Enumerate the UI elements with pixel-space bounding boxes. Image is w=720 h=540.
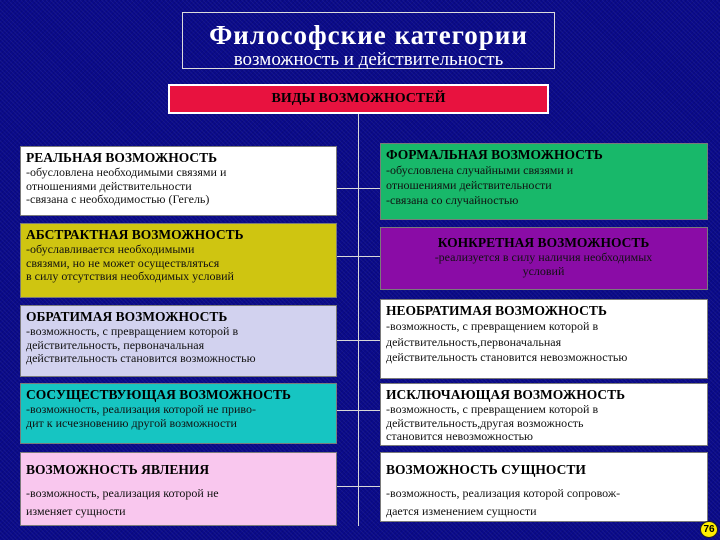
abstract-possibility-desc: -обуславливается необходимыми связями, но не может осуществляться в силу отсутствия необходимых условий bbox=[26, 242, 234, 283]
irreversible-possibility-desc: -возможность, с превращением которой в действительность,первоначальная действительность становится невозможностью bbox=[386, 319, 628, 364]
reversible-possibility-box bbox=[20, 305, 337, 377]
abstract-possibility-box bbox=[20, 223, 337, 298]
essence-possibility-title: ВОЗМОЖНОСТЬ СУЩНОСТИ bbox=[386, 462, 586, 477]
coexisting-possibility-desc: -возможность, реализация которой не приво- дит к исчезновению другой возможности bbox=[26, 402, 256, 430]
types-header: ВИДЫ ВОЗМОЖНОСТЕЙ bbox=[168, 84, 549, 114]
title-subtitle: возможность и действительность bbox=[233, 49, 504, 70]
exclusive-possibility-box bbox=[380, 383, 708, 446]
page-number-badge: 76 bbox=[700, 521, 718, 538]
connector-row-3 bbox=[337, 340, 380, 341]
concrete-possibility-desc: -реализуется в силу наличия необходимых условий bbox=[434, 250, 653, 278]
concrete-possibility-box bbox=[380, 227, 708, 290]
abstract-possibility-title: АБСТРАКТНАЯ ВОЗМОЖНОСТЬ bbox=[26, 227, 244, 242]
irreversible-possibility-box bbox=[380, 299, 708, 379]
coexisting-possibility-title: СОСУЩЕСТВУЮЩАЯ ВОЗМОЖНОСТЬ bbox=[26, 387, 291, 402]
title-box bbox=[182, 12, 555, 69]
phenomenon-possibility-desc: -возможность, реализация которой не изменяет сущности bbox=[26, 486, 219, 518]
real-possibility-box bbox=[20, 146, 337, 216]
connector-row-4 bbox=[337, 410, 380, 411]
connector-row-1 bbox=[337, 188, 380, 189]
formal-possibility-desc: -обусловлена случайными связями и отношениями действительности -связана со случайностью bbox=[386, 163, 574, 207]
formal-possibility-box bbox=[380, 143, 708, 220]
concrete-possibility-title: КОНКРЕТНАЯ ВОЗМОЖНОСТЬ bbox=[437, 235, 650, 250]
exclusive-possibility-title: ИСКЛЮЧАЮЩАЯ ВОЗМОЖНОСТЬ bbox=[386, 387, 626, 402]
essence-possibility-desc: -возможность, реализация которой сопровож- дается изменением сущности bbox=[386, 486, 621, 518]
real-possibility-title: РЕАЛЬНАЯ ВОЗМОЖНОСТЬ bbox=[26, 150, 218, 165]
essence-possibility-box bbox=[380, 452, 708, 522]
reversible-possibility-desc: -возможность, с превращением которой в действительность, первоначальная действительность становится возможностью bbox=[26, 324, 256, 365]
irreversible-possibility-title: НЕОБРАТИМАЯ ВОЗМОЖНОСТЬ bbox=[386, 303, 607, 318]
formal-possibility-title: ФОРМАЛЬНАЯ ВОЗМОЖНОСТЬ bbox=[386, 147, 603, 162]
connector-row-5 bbox=[337, 486, 380, 487]
connector-vertical bbox=[358, 114, 359, 526]
phenomenon-possibility-box bbox=[20, 452, 337, 526]
exclusive-possibility-desc: -возможность, с превращением которой в действительность,другая возможность становится невозможностью bbox=[386, 402, 599, 443]
phenomenon-possibility-title: ВОЗМОЖНОСТЬ ЯВЛЕНИЯ bbox=[26, 462, 210, 477]
title-main: Философские категории bbox=[209, 20, 528, 50]
real-possibility-desc: -обусловлена необходимыми связями и отношениями действительности -связана с необходимостью (Гегель) bbox=[26, 165, 227, 206]
coexisting-possibility-box bbox=[20, 383, 337, 444]
reversible-possibility-title: ОБРАТИМАЯ ВОЗМОЖНОСТЬ bbox=[26, 309, 228, 324]
connector-row-2 bbox=[337, 256, 380, 257]
